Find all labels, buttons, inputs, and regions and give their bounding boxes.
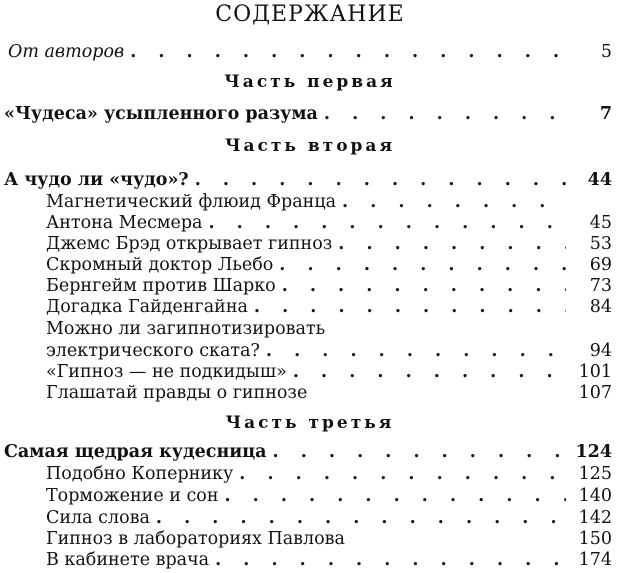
toc-entry-title: Гипноз в лабораториях Павлова bbox=[46, 529, 345, 549]
toc-entry bbox=[46, 191, 612, 213]
toc-entry bbox=[4, 441, 612, 463]
toc-entry bbox=[46, 340, 612, 362]
toc-entry-page: 53 bbox=[589, 234, 612, 254]
toc-entry bbox=[46, 463, 612, 485]
toc-entry-title: Бернгейм против Шарко bbox=[46, 276, 276, 296]
toc-entry bbox=[46, 382, 612, 404]
toc-entry-page: 107 bbox=[578, 383, 612, 403]
toc-entry-page: 150 bbox=[578, 529, 612, 549]
dot-leader bbox=[156, 507, 566, 529]
dot-leader bbox=[293, 361, 566, 383]
toc-entry-page: 101 bbox=[578, 362, 612, 382]
toc-entry-title: Торможение и сон bbox=[46, 486, 219, 506]
toc-entry-title: Подобно Копернику bbox=[46, 464, 234, 484]
toc-entry bbox=[46, 254, 612, 276]
toc-entry bbox=[46, 212, 612, 234]
dot-leader bbox=[195, 169, 566, 191]
toc-entry-page: 45 bbox=[589, 213, 612, 233]
toc-entry-page: 125 bbox=[578, 464, 612, 484]
dot-leader bbox=[225, 485, 567, 507]
toc-entry-title: От авторов bbox=[8, 42, 125, 62]
dot-leader bbox=[254, 296, 566, 318]
toc-entry-page: 140 bbox=[578, 486, 612, 506]
toc-entry-title: Джемс Брэд открывает гипноз bbox=[46, 234, 333, 254]
toc-entry-title: Можно ли загипнотизировать bbox=[46, 319, 326, 339]
toc-entry bbox=[4, 103, 612, 125]
part-heading-1: Часть первая bbox=[224, 72, 396, 92]
toc-entry bbox=[4, 169, 612, 191]
toc-entry-page: 7 bbox=[599, 104, 612, 124]
toc-entry-title: А чудо ли «чудо»? bbox=[4, 170, 189, 190]
part-heading-2: Часть вторая bbox=[224, 136, 396, 156]
toc-entry-title: «Гипноз — не подкидыш» bbox=[46, 362, 287, 382]
toc-entry-page: 5 bbox=[600, 42, 612, 62]
toc-entry bbox=[46, 549, 612, 571]
toc-entry-page: 174 bbox=[578, 550, 612, 570]
toc-entry-title: Догадка Гайденгайна bbox=[46, 297, 248, 317]
toc-entry-page: 94 bbox=[589, 341, 612, 361]
toc-entry-title: электрического ската? bbox=[46, 341, 260, 361]
dot-leader bbox=[208, 212, 566, 234]
toc-entry-title: В кабинете врача bbox=[46, 550, 210, 570]
toc-entry bbox=[46, 318, 612, 340]
toc-entry-page: 44 bbox=[587, 170, 612, 190]
toc-entry bbox=[46, 361, 612, 383]
dot-leader bbox=[273, 441, 566, 463]
toc-entry-title: Глашатай правды о гипнозе bbox=[46, 383, 308, 403]
toc-entry-title: Сила слова bbox=[46, 508, 150, 528]
contents-heading: СОДЕРЖАНИЕ bbox=[215, 2, 405, 27]
dot-leader bbox=[324, 103, 566, 125]
toc-entry bbox=[46, 485, 612, 507]
toc-entry-page: 84 bbox=[589, 297, 612, 317]
toc-entry-title: Магнетический флюид Франца bbox=[46, 192, 337, 212]
toc-entry-title: Скромный доктор Льебо bbox=[46, 255, 274, 275]
toc-entry-page: 124 bbox=[575, 442, 612, 462]
toc-entry bbox=[46, 296, 612, 318]
dot-leader bbox=[338, 233, 566, 255]
toc-entry bbox=[46, 275, 612, 297]
dot-leader bbox=[239, 463, 566, 485]
dot-leader bbox=[342, 191, 566, 213]
toc-entry bbox=[46, 233, 612, 255]
dot-leader bbox=[215, 549, 566, 571]
toc-entry-title: Самая щедрая кудесница bbox=[4, 442, 267, 462]
toc-entry-page: 142 bbox=[578, 508, 612, 528]
part-heading-3: Часть третья bbox=[225, 413, 395, 433]
toc-entry-page: 69 bbox=[589, 255, 612, 275]
dot-leader bbox=[130, 41, 566, 63]
toc-entry bbox=[46, 507, 612, 529]
dot-leader bbox=[266, 340, 566, 362]
toc-entry-preface bbox=[8, 41, 612, 63]
dot-leader bbox=[282, 275, 566, 297]
toc-entry-title: Антона Месмера bbox=[46, 213, 203, 233]
toc-entry-page: 73 bbox=[589, 276, 612, 296]
toc-entry bbox=[46, 528, 612, 550]
toc-entry-title: «Чудеса» усыпленного разума bbox=[4, 104, 318, 124]
dot-leader bbox=[279, 254, 566, 276]
